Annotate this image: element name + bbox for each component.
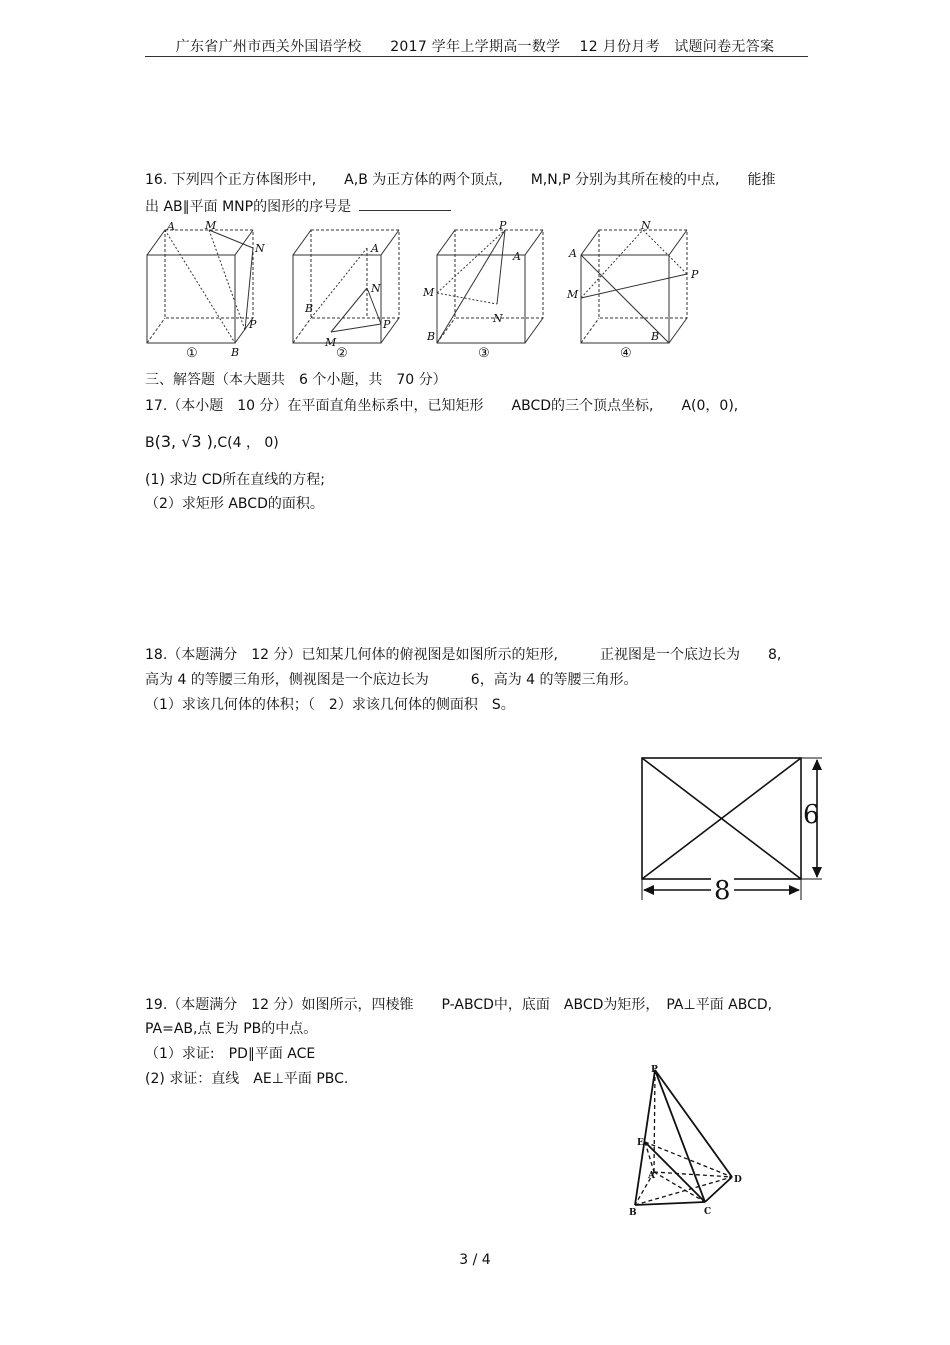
q17-line1: 17.（本小题 10 分）在平面直角坐标系中，已知矩形 ABCD的三个顶点坐标, A(0，0), bbox=[145, 398, 739, 414]
cube-figure-1 bbox=[147, 230, 253, 343]
q18-line3: （1）求该几何体的体积；（ 2）求该几何体的侧面积 S。 bbox=[145, 697, 515, 713]
q16-line2 bbox=[145, 196, 451, 217]
fig1-label-M: M bbox=[205, 219, 217, 232]
header-rule bbox=[145, 56, 808, 57]
q17-b-coord: (3, √3 ) bbox=[154, 432, 213, 451]
fig1-number: ① bbox=[186, 346, 198, 361]
pyramid-figure bbox=[620, 1062, 750, 1222]
cube-figure-3 bbox=[437, 230, 543, 343]
fig1-label-N: N bbox=[255, 242, 265, 255]
fig3-label-M: M bbox=[423, 286, 435, 299]
q17-sub1: (1) 求边 CD所在直线的方程; bbox=[145, 472, 326, 488]
q16-line2-text: 出 AB∥平面 MNP的图形的序号是 bbox=[145, 199, 352, 215]
q18-line1: 18.（本题满分 12 分）已知某几何体的俯视图是如图所示的矩形, 正视图是一个底边长为 8, bbox=[145, 647, 782, 663]
q17-coords bbox=[145, 432, 279, 453]
fig3-number: ③ bbox=[478, 346, 490, 361]
pyramid-label-C: C bbox=[704, 1207, 712, 1217]
q18-line2: 高为 4 的等腰三角形，侧视图是一个底边长为 6，高为 4 的等腰三角形。 bbox=[145, 672, 638, 688]
q19-sub1: （1）求证: PD∥平面 ACE bbox=[145, 1046, 316, 1062]
cube-figure-4 bbox=[581, 230, 687, 343]
fig2-label-N: N bbox=[371, 282, 381, 295]
fig2-label-M: M bbox=[325, 336, 337, 349]
page-number: 3 / 4 bbox=[459, 1252, 491, 1268]
fig1-label-B: B bbox=[231, 346, 240, 359]
q17-c-coord: ,C(4 ， 0) bbox=[212, 435, 279, 451]
fig4-label-B: B bbox=[651, 330, 660, 343]
q17-sub2: （2）求矩形 ABCD的面积。 bbox=[145, 496, 324, 512]
q16-line1: 16. 下列四个正方体图形中, A,B 为正方体的两个顶点, M,N,P 分别为其所在棱的中点, 能推 bbox=[145, 172, 776, 188]
fig4-number: ④ bbox=[620, 346, 632, 361]
fig2-label-B: B bbox=[305, 302, 314, 315]
fig2-label-P: P bbox=[383, 318, 391, 331]
section-3-heading: 三、解答题（本大题共 6 个小题，共 70 分） bbox=[145, 372, 447, 388]
pyramid-label-A: A bbox=[648, 1171, 655, 1181]
fig3-label-B: B bbox=[427, 330, 436, 343]
pyramid-label-D: D bbox=[734, 1175, 742, 1185]
fig4-label-P: P bbox=[691, 268, 699, 281]
dimension-8: 8 bbox=[711, 876, 734, 906]
pyramid-label-P: P bbox=[651, 1065, 658, 1075]
dimension-6: 6 bbox=[803, 800, 820, 830]
fig4-label-M: M bbox=[567, 288, 579, 301]
fig3-label-N: N bbox=[493, 312, 503, 325]
fig1-label-P: P bbox=[249, 318, 257, 331]
page-header: 广东省广州市西关外国语学校 2017 学年上学期高一数学 12 月份月考 试题问卷无答案 bbox=[175, 39, 775, 55]
fig2-label-A: A bbox=[371, 242, 379, 255]
pyramid-label-B: B bbox=[629, 1208, 637, 1218]
fig4-label-N: N bbox=[641, 219, 651, 232]
q19-line2: PA=AB,点 E为 PB的中点。 bbox=[145, 1021, 318, 1037]
fig4-label-A: A bbox=[569, 247, 577, 260]
fig3-label-P: P bbox=[499, 219, 507, 232]
q19-line1: 19.（本题满分 12 分）如图所示，四棱锥 P-ABCD中，底面 ABCD为矩形， PA⊥平面 ABCD, bbox=[145, 997, 773, 1013]
fig1-label-A: A bbox=[167, 220, 175, 233]
fig3-label-A: A bbox=[513, 250, 521, 263]
pyramid-label-E: E bbox=[637, 1138, 644, 1148]
answer-blank bbox=[359, 196, 451, 211]
q17-b-prefix: B bbox=[145, 435, 155, 451]
q19-sub2: (2) 求证：直线 AE⊥平面 PBC. bbox=[145, 1071, 349, 1087]
fig2-number: ② bbox=[336, 346, 348, 361]
